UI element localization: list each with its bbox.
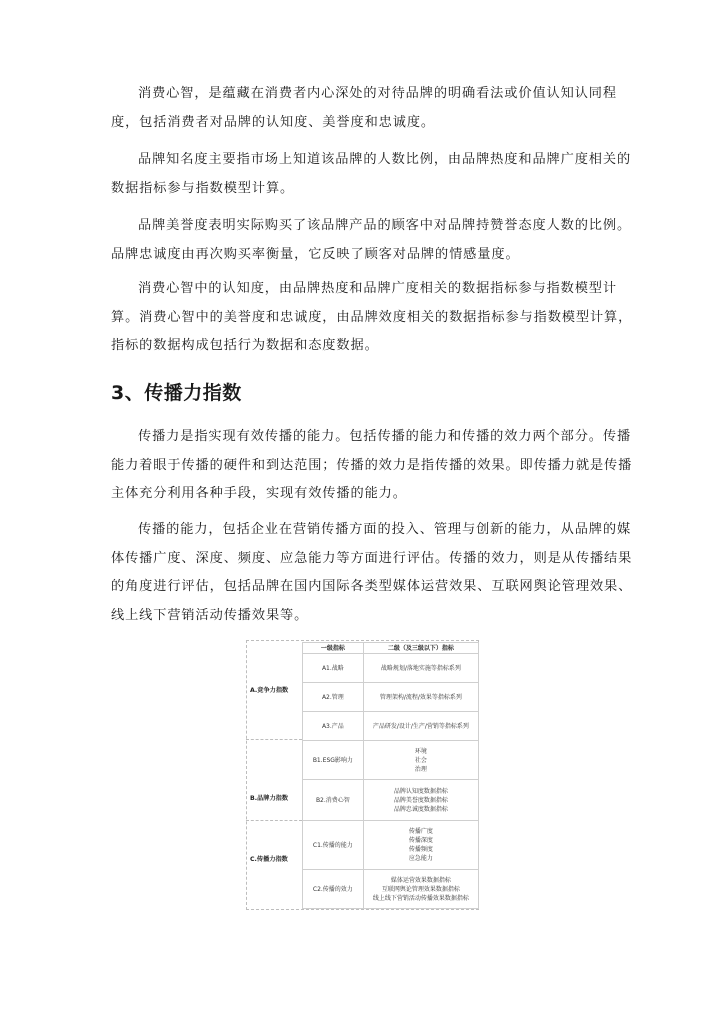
- cell-level2: [363, 654, 478, 683]
- table-row: [303, 683, 479, 712]
- index-table-figure: [246, 640, 479, 910]
- table-row: [303, 821, 479, 870]
- category-a: A.竞争力指数: [250, 687, 289, 694]
- table-row: [303, 741, 479, 780]
- cell-level1: A3.产品: [303, 712, 364, 741]
- category-b: B.品牌力指数: [250, 795, 289, 802]
- cell-line: 战略规划/落地实施等指标系列: [380, 664, 461, 672]
- category-c: C.传播力指数: [250, 856, 288, 863]
- cell-line: 品牌认知度数据指标: [393, 787, 448, 795]
- cell-line: 传播广度: [408, 828, 433, 835]
- cell-level2: [363, 870, 478, 909]
- cell-level2: [363, 821, 478, 870]
- table-row: [303, 870, 479, 909]
- table-row: [303, 780, 479, 821]
- category-divider: [246, 739, 302, 740]
- cell-level1: B2.消费心智: [303, 780, 364, 821]
- cell-line: 品牌美誉度数据指标: [393, 796, 448, 804]
- cell-line: 管理架构/流程/效果等指标系列: [379, 693, 462, 701]
- section-heading: 3、传播力指数: [111, 382, 242, 404]
- cell-line: 传播频度: [408, 846, 433, 853]
- cell-line: 媒体运营效果数据指标: [390, 876, 451, 884]
- cell-level2: [363, 712, 478, 741]
- paragraph-consumer-mind: 消费心智，是蕴藏在消费者内心深处的对待品牌的明确看法或价值认知认同程度，包括消费者对品牌的认知度、美誉度和忠诚度。: [111, 86, 617, 130]
- cell-level2: [363, 741, 478, 780]
- cell-level1: C2.传播的效力: [303, 870, 364, 909]
- table-row: [303, 712, 479, 741]
- cell-level1: C1.传播的能力: [303, 821, 364, 870]
- paragraph-communication-ability: 传播的能力，包括企业在营销传播方面的投入、管理与创新的能力，从品牌的媒体传播广度、深度、频度、应急能力等方面进行评估。传播的效力，则是从传播结果的角度进行评估，包括品牌在国内国际各类型媒体运营效果、互联网舆论管理效果、线上线下营销活动传播效果等。: [111, 522, 633, 623]
- cell-line: 社会: [414, 756, 427, 764]
- cell-level1: A1.战略: [303, 654, 364, 683]
- table-header-row: [303, 643, 479, 654]
- cell-line: 品牌忠诚度数据指标: [393, 805, 448, 813]
- cell-level2: [363, 780, 478, 821]
- paragraph-brand-awareness: 品牌知名度主要指市场上知道该品牌的人数比例，由品牌热度和品牌广度相关的数据指标参与指数模型计算。: [111, 152, 632, 196]
- paragraph-communication-power: 传播力是指实现有效传播的能力。包括传播的能力和传播的效力两个部分。传播能力着眼于传播的硬件和到达范围；传播的效力是指传播的效果。即传播力就是传播主体充分利用各种手段，实现有效传播的能力。: [111, 429, 633, 501]
- cell-line: 线上线下营销活动传播效果数据指标: [372, 894, 469, 902]
- cell-level1: A2.管理: [303, 683, 364, 712]
- cell-level2: [363, 683, 478, 712]
- cell-level1: B1.ESG影响力: [303, 741, 364, 780]
- cell-line: 治理: [414, 765, 427, 773]
- cell-line: 产品研发/设计/生产/营销等指标系列: [372, 722, 469, 730]
- index-table: [302, 642, 479, 909]
- header-level2: 二级（及三级以下）指标: [363, 643, 478, 654]
- table-row: [303, 654, 479, 683]
- cell-line: 传播深度: [408, 837, 433, 844]
- paragraph-mind-model: 消费心智中的认知度，由品牌热度和品牌广度相关的数据指标参与指数模型计算。消费心智中的美誉度和忠诚度，由品牌效度相关的数据指标参与指数模型计算，指标的数据构成包括行为数据和态度数据。: [111, 281, 633, 353]
- cell-line: 应急能力: [408, 855, 433, 862]
- cell-line: 环境: [414, 747, 427, 755]
- cell-line: 互联网舆论管理效果数据指标: [381, 885, 460, 893]
- header-level1: 一级指标: [303, 643, 364, 654]
- category-divider: [246, 820, 302, 821]
- paragraph-brand-reputation: 品牌美誉度表明实际购买了该品牌产品的顾客中对品牌持赞誉态度人数的比例。品牌忠诚度由再次购买率衡量，它反映了顾客对品牌的情感量度。: [111, 218, 632, 262]
